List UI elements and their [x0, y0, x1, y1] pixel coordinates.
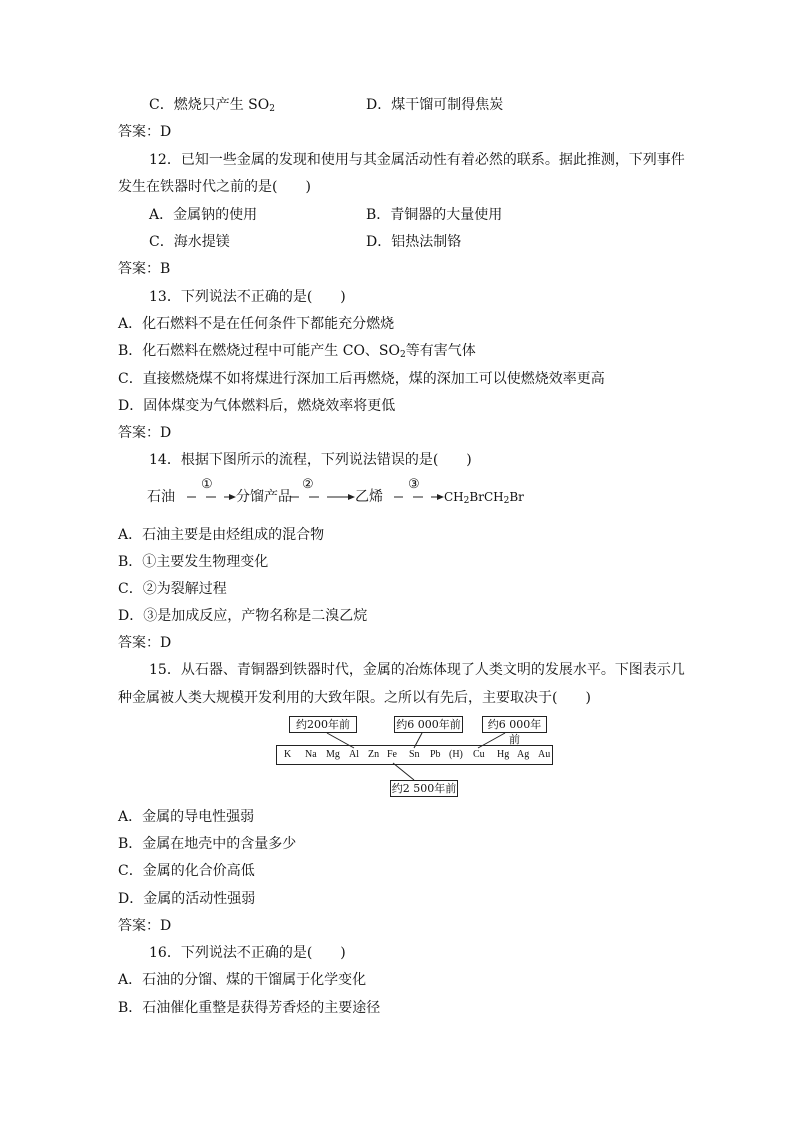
- metal-item: K: [284, 749, 292, 760]
- metal-item: Hg: [497, 749, 510, 760]
- q12-option-c: C．海水提镁: [149, 234, 230, 250]
- metal-item: Na: [305, 749, 317, 760]
- metal-item: Al: [349, 749, 359, 760]
- q11-option-d: D．煤干馏可制得焦炭: [366, 97, 504, 113]
- q14-option-d: D．③是加成反应，产物名称是二溴乙烷: [118, 608, 368, 624]
- metal-item: Au: [538, 749, 551, 760]
- q12-option-b: B．青铜器的大量使用: [366, 207, 503, 223]
- q12-stem-line2: 发生在铁器时代之前的是( ): [118, 179, 311, 195]
- metal-item: Ag: [517, 749, 530, 760]
- flow-step3-number: ③: [408, 477, 420, 492]
- q15-stem-line1: 15．从石器、青铜器到铁器时代，金属的冶炼体现了人类文明的发展水平。下图表示几: [149, 662, 685, 678]
- q13-option-b: B．化石燃料在燃烧过程中可能产生 CO、$SO_2$等有害气体: [118, 343, 476, 360]
- flow-step2-number: ②: [302, 477, 314, 492]
- metal-item: Zn: [368, 749, 380, 760]
- q14-option-b: B．①主要发生物理变化: [118, 554, 269, 570]
- flow-mid1: 分馏产品: [236, 489, 292, 505]
- label-al: 约200年前: [289, 716, 357, 733]
- q12-option-a: A．金属钠的使用: [149, 207, 258, 223]
- q16-option-b: B．石油催化重整是获得芳香烃的主要途径: [118, 1000, 381, 1016]
- q13-option-c: C．直接燃烧煤不如将煤进行深加工后再燃烧，煤的深加工可以使燃烧效率更高: [118, 371, 605, 387]
- label-fe: 约2 500年前: [391, 782, 457, 795]
- q11-option-c: C．燃烧只产生 $SO_2$: [149, 97, 275, 114]
- q13-stem: 13．下列说法不正确的是( ): [149, 289, 346, 305]
- q15-stem-line2: 种金属被人类大规模开发利用的大致年限。之所以有先后，主要取决于( ): [118, 690, 591, 706]
- metal-item: Mg: [326, 749, 340, 760]
- q16-stem: 16．下列说法不正确的是( ): [149, 945, 346, 961]
- q15-answer: 答案：D: [118, 918, 172, 934]
- flow-step1-number: ①: [201, 477, 213, 492]
- metal-item: (H): [449, 749, 463, 760]
- q15-option-b: B．金属在地壳中的含量多少: [118, 836, 297, 852]
- metal-item: Cu: [473, 749, 485, 760]
- q12-option-d: D．铝热法制铬: [366, 234, 462, 250]
- q11-answer: 答案：D: [118, 124, 172, 140]
- metal-item: Fe: [387, 749, 397, 760]
- q14-option-c: C．②为裂解过程: [118, 581, 227, 597]
- q15-option-a: A．金属的导电性强弱: [118, 809, 255, 825]
- q15-option-d: D．金属的活动性强弱: [118, 891, 256, 907]
- q13-answer: 答案：D: [118, 425, 172, 441]
- q14-answer: 答案：D: [118, 635, 172, 651]
- label-sn: 约6 000年前: [394, 716, 463, 733]
- q16-option-a: A．石油的分馏、煤的干馏属于化学变化: [118, 972, 367, 988]
- q14-option-a: A．石油主要是由烃组成的混合物: [118, 527, 325, 543]
- q13-option-a: A．化石燃料不是在任何条件下都能充分燃烧: [118, 316, 395, 332]
- flow-end: $CH_2BrCH_2Br$: [444, 490, 524, 506]
- flow-mid2: 乙烯: [355, 489, 383, 505]
- q15-option-c: C．金属的化合价高低: [118, 863, 255, 879]
- q12-answer: 答案：B: [118, 261, 171, 277]
- label-cu: 约6 000年前: [482, 716, 547, 733]
- q12-stem-line1: 12．已知一些金属的发现和使用与其金属活动性有着必然的联系。据此推测，下列事件: [149, 152, 685, 168]
- q13-option-d: D．固体煤变为气体燃料后，燃烧效率将更低: [118, 398, 396, 414]
- flow-start: 石油: [147, 489, 175, 505]
- q14-stem: 14．根据下图所示的流程，下列说法错误的是( ): [149, 452, 472, 468]
- metal-item: Sn: [409, 749, 420, 760]
- metal-item: Pb: [430, 749, 441, 760]
